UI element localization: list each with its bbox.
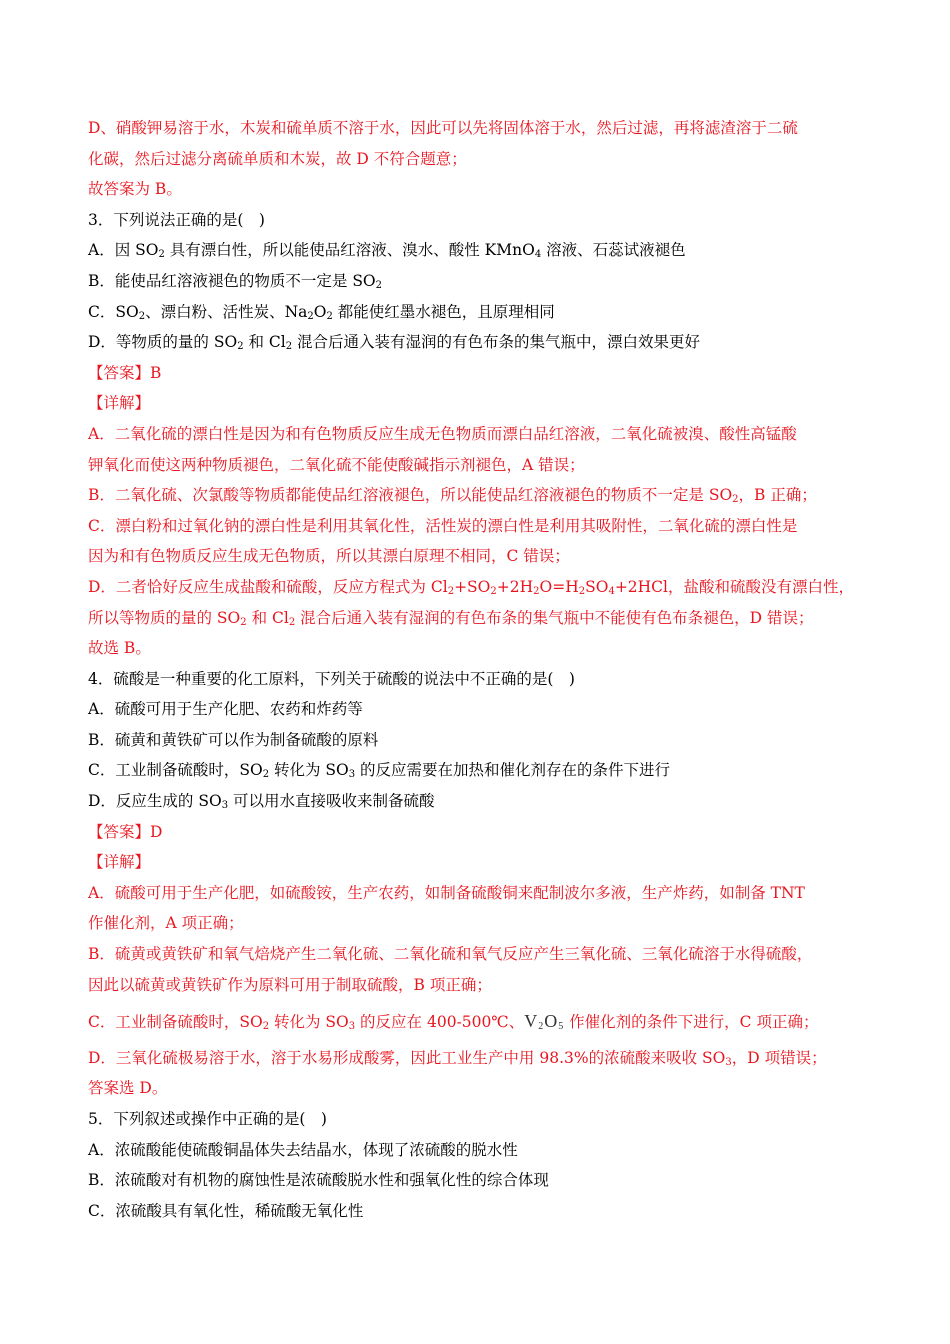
- document-page: [88, 113, 862, 1226]
- q5-option-c: C．浓硫酸具有氧化性，稀硫酸无氧化性: [88, 1201, 364, 1220]
- q5-option-a: A．浓硫酸能使硫酸铜晶体失去结晶水，体现了浓硫酸的脱水性: [88, 1140, 518, 1159]
- q4-stem: 4．硫酸是一种重要的化工原料，下列关于硫酸的说法中不正确的是( ): [88, 669, 575, 688]
- q3-answer: 【答案】B: [88, 363, 162, 382]
- q3-explanation-a-line1: A．二氧化硫的漂白性是因为和有色物质反应生成无色物质而漂白品红溶液，二氧化硫被溴、酸性高锰酸: [88, 424, 797, 443]
- q5-stem: 5．下列叙述或操作中正确的是( ): [88, 1110, 327, 1128]
- q2-conclusion: 故答案为 B。: [88, 180, 182, 199]
- q4-option-d: D．反应生成的 $SO_3$ 可以用水直接吸收来制备硫酸: [88, 792, 435, 812]
- q4-explanation-a-line2: 作催化剂，A 项正确；: [88, 914, 244, 933]
- q4-explanation-b-line2: 因此以硫黄或黄铁矿作为原料可用于制取硫酸，B 项正确；: [88, 975, 492, 994]
- v2o5-formula: $V_2O_5$: [524, 1011, 565, 1033]
- q3-option-b: B．能使品红溶液褪色的物质不一定是 $SO_2$: [88, 271, 383, 291]
- q3-detail-label: 【详解】: [88, 394, 151, 413]
- q3-option-c: C．$SO_2$、漂白粉、活性炭、$Na_2O_2$ 都能使红墨水褪色，且原理相同: [88, 302, 555, 322]
- q2-option-d-explanation-line2: 化碳，然后过滤分离硫单质和木炭，故 D 不符合题意；: [88, 149, 467, 168]
- q3-option-d: D．等物质的量的 $SO_2$ 和 $Cl_2$ 混合后通入装有湿润的有色布条的集气瓶中，漂白效果更好: [88, 333, 701, 353]
- q2-option-d-explanation-line1: D、硝酸钾易溶于水，木炭和硫单质不溶于水，因此可以先将固体溶于水，然后过滤，再将滤渣溶于二硫: [88, 119, 798, 137]
- q4-answer: 【答案】D: [88, 822, 163, 841]
- q4-explanation-d: D．三氧化硫极易溶于水，溶于水易形成酸雾，因此工业生产中用 98.3%的浓硫酸来吸收 $SO_3$，D 项错误；: [88, 1048, 827, 1068]
- q3-explanation-c-line1: C．漂白粉和过氧化钠的漂白性是利用其氧化性，活性炭的漂白性是利用其吸附性，二氧化硫的漂白性是: [88, 516, 798, 535]
- q4-conclusion: 答案选 D。: [88, 1079, 168, 1098]
- q3-option-a: A．因 $SO_2$ 具有漂白性，所以能使品红溶液、溴水、酸性 KMnO$_4$ 溶液、石蕊试液褪色: [88, 241, 686, 261]
- q4-explanation-a-line1: A．硫酸可用于生产化肥，如硫酸铵，生产农药，如制备硫酸铜来配制波尔多液，生产炸药，如制备 TNT: [88, 883, 805, 902]
- q4-option-a: A．硫酸可用于生产化肥、农药和炸药等: [88, 700, 363, 719]
- q3-stem: 3．下列说法正确的是( ): [88, 210, 265, 229]
- q4-detail-label: 【详解】: [88, 853, 151, 872]
- q3-conclusion: 故选 B。: [88, 639, 151, 658]
- q3-explanation-b: B．二氧化硫、次氯酸等物质都能使品红溶液褪色，所以能使品红溶液褪色的物质不一定是 $SO_2$，B 正确；: [88, 486, 817, 506]
- q4-explanation-c: C．工业制备硫酸时，$SO_2$ 转化为 $SO_3$ 的反应在 400-500℃、$V_2O_5$ 作催化剂的条件下进行，C 项正确；: [88, 1011, 819, 1033]
- q3-explanation-c-line2: 因为和有色物质反应生成无色物质，所以其漂白原理不相同，C 错误；: [88, 547, 570, 566]
- q4-option-c: C．工业制备硫酸时，$SO_2$ 转化为 $SO_3$ 的反应需要在加热和催化剂存在的条件下进行: [88, 761, 671, 781]
- q4-explanation-b-line1: B．硫黄或黄铁矿和氧气焙烧产生二氧化硫、二氧化硫和氧气反应产生三氧化硫、三氧化硫溶于水得硫酸，: [88, 945, 813, 964]
- q3-explanation-d-line1: D．二者恰好反应生成盐酸和硫酸，反应方程式为 $Cl_2+SO_2+2H_2O=H_2SO_4+2HCl$，盐酸和硫酸没有漂白性，: [88, 577, 854, 597]
- q3-explanation-a-line2: 钾氧化而使这两种物质褪色，二氧化硫不能使酸碱指示剂褪色，A 错误；: [88, 455, 585, 474]
- q4-option-b: B．硫黄和黄铁矿可以作为制备硫酸的原料: [88, 730, 379, 749]
- q5-option-b: B．浓硫酸对有机物的腐蚀性是浓硫酸脱水性和强氧化性的综合体现: [88, 1171, 549, 1190]
- q3-explanation-d-line2: 所以等物质的量的 $SO_2$ 和 $Cl_2$ 混合后通入装有湿润的有色布条的集气瓶中不能使有色布条褪色，D 错误；: [88, 608, 814, 628]
